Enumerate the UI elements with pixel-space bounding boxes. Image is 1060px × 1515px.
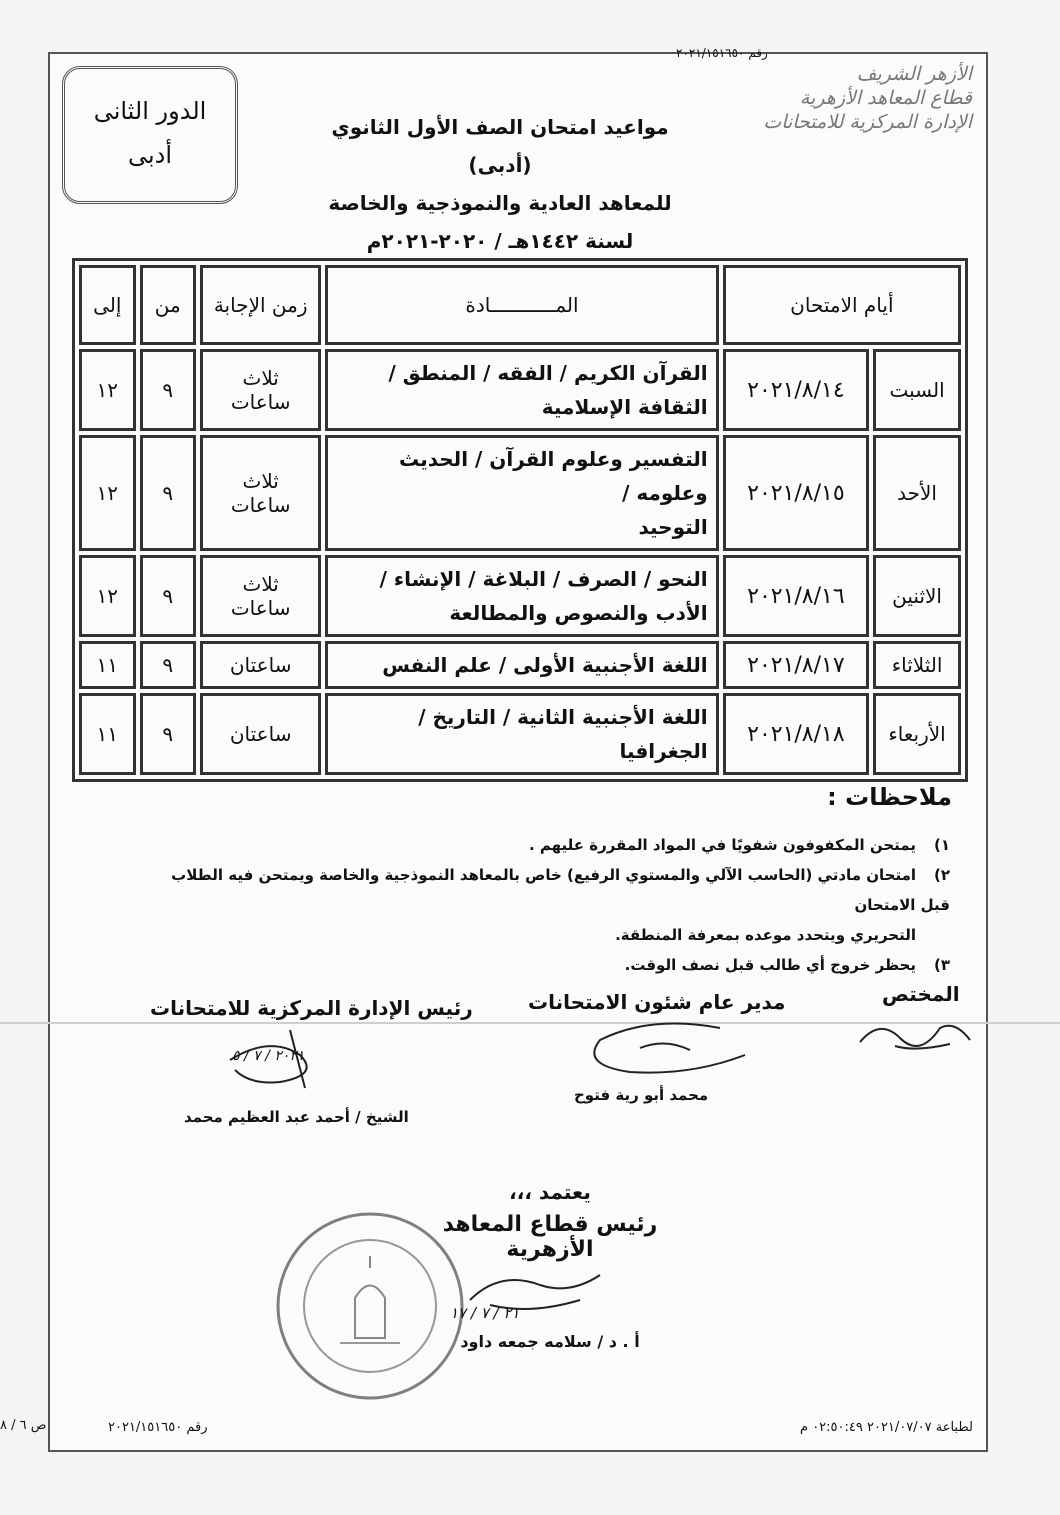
note-continuation: التحريري ويتحدد موعده بمعرفة المنطقة.	[615, 926, 916, 944]
subject-cell	[325, 555, 718, 637]
org-line: الإدارة المركزية للامتحانات	[763, 111, 972, 133]
note-number: ١)	[933, 836, 950, 854]
from-cell: ٩	[140, 349, 196, 431]
table-row	[79, 435, 961, 551]
head-signature-date: ٢٠٢١ / ٧ / ٥	[232, 1048, 305, 1064]
subject-line: الأدب والنصوص والمطالعة	[449, 601, 708, 625]
to-cell: ١٢	[79, 349, 136, 431]
subject-cell	[325, 349, 718, 431]
note-number: ٢)	[933, 866, 950, 884]
head-name: الشيخ / أحمد عبد العظيم محمد	[184, 1108, 409, 1126]
to-cell: ١٢	[79, 555, 136, 637]
duration-cell: ثلاث ساعات	[200, 349, 321, 431]
day-cell: الثلاثاء	[873, 641, 961, 689]
table-row	[79, 693, 961, 775]
from-cell: ٩	[140, 693, 196, 775]
day-cell: السبت	[873, 349, 961, 431]
page-number: ص ٦ / ٨	[0, 1418, 47, 1433]
table-row	[79, 641, 961, 689]
note-item	[150, 950, 950, 980]
date-cell: ٢٠٢١/٨/١٦	[723, 555, 869, 637]
exam-schedule-table	[72, 258, 968, 782]
from-cell: ٩	[140, 641, 196, 689]
day-cell: الأحد	[873, 435, 961, 551]
approval-title: رئيس قطاع المعاهد الأزهرية	[442, 1212, 658, 1262]
date-cell: ٢٠٢١/٨/١٤	[723, 349, 869, 431]
date-cell: ٢٠٢١/٨/١٨	[723, 693, 869, 775]
director-name: محمد أبو رية فتوح	[574, 1086, 709, 1104]
org-line: قطاع المعاهد الأزهرية	[799, 87, 972, 109]
signatures-area	[0, 982, 1060, 1140]
director-signature	[570, 1010, 770, 1085]
track-label: أدبى	[127, 141, 173, 169]
round-box	[62, 66, 238, 204]
notes-heading: ملاحظات :	[827, 783, 952, 811]
to-cell: ١٢	[79, 435, 136, 551]
specialist-signature	[855, 1010, 980, 1055]
subject-line: القرآن الكريم / الفقه / المنطق /	[388, 361, 708, 385]
subject-line: اللغة الأجنبية الثانية / التاريخ / الجغرافيا	[418, 705, 708, 763]
approval-name: أ . د / سلامه جمعه داود	[460, 1332, 640, 1351]
subject-line: اللغة الأجنبية الأولى / علم النفس	[382, 653, 708, 677]
duration-cell: ساعتان	[200, 641, 321, 689]
footer-print-timestamp: لطباعة ٢٠٢١/٠٧/٠٧ ٠٢:٥٠:٤٩ م	[800, 1420, 973, 1435]
approval-label: يعتمد ،،،	[509, 1180, 591, 1204]
col-header-days: أيام الامتحان	[723, 265, 961, 345]
subject-line: التوحيد	[638, 515, 708, 539]
subject-cell	[325, 435, 718, 551]
footer-number: رقم ٢٠٢١/١٥١٦٥٠	[108, 1420, 208, 1435]
approval-date: ٢١ / ٧ / ١٧	[450, 1304, 520, 1322]
note-number: ٣)	[933, 956, 950, 974]
duration-cell: ساعتان	[200, 693, 321, 775]
to-cell: ١١	[79, 641, 136, 689]
head-title: رئيس الإدارة المركزية للامتحانات	[150, 996, 473, 1020]
note-text: يحظر خروج أي طالب قبل نصف الوقت.	[624, 956, 916, 974]
subject-line: النحو / الصرف / البلاغة / الإنشاء /	[379, 567, 708, 591]
organization-header	[740, 62, 972, 134]
day-cell: الاثنين	[873, 555, 961, 637]
col-header-from: من	[140, 265, 196, 345]
date-cell: ٢٠٢١/٨/١٥	[723, 435, 869, 551]
note-item	[150, 860, 950, 950]
notes-list	[150, 830, 950, 980]
table-row	[79, 555, 961, 637]
round-label: الدور الثانى	[93, 97, 207, 125]
title-line: مواعيد امتحان الصف الأول الثانوي (أدبى)	[331, 115, 669, 177]
col-header-subject: المـــــــــــادة	[325, 265, 718, 345]
title-line: للمعاهد العادية والنموذجية والخاصة	[328, 191, 672, 215]
table-header-row	[79, 265, 961, 345]
col-header-to: إلى	[79, 265, 136, 345]
org-line: الأزهر الشريف	[856, 63, 972, 85]
approval-block	[420, 1180, 680, 1351]
col-header-duration: زمن الإجابة	[200, 265, 321, 345]
note-text: امتحان مادتي (الحاسب الآلي والمستوي الرفيع) خاص بالمعاهد النموذجية والخاصة ويمتحن فيه الطلاب قبل الامتحان	[171, 866, 950, 914]
to-cell: ١١	[79, 693, 136, 775]
date-cell: ٢٠٢١/٨/١٧	[723, 641, 869, 689]
document-number: رقم ٢٠٢١/١٥١٦٥٠	[676, 46, 768, 60]
from-cell: ٩	[140, 435, 196, 551]
specialist-title: المختص	[882, 982, 960, 1006]
subject-cell	[325, 693, 718, 775]
subject-line: التفسير وعلوم القرآن / الحديث وعلومه /	[399, 447, 708, 505]
note-item	[150, 830, 950, 860]
from-cell: ٩	[140, 555, 196, 637]
table-row	[79, 349, 961, 431]
note-text: يمتحن المكفوفون شفويًا في المواد المقررة عليهم .	[528, 836, 916, 854]
title-line: لسنة ١٤٤٢هـ / ٢٠٢٠-٢٠٢١م	[366, 229, 634, 253]
director-title: مدير عام شئون الامتحانات	[528, 990, 786, 1014]
duration-cell: ثلاث ساعات	[200, 435, 321, 551]
duration-cell: ثلاث ساعات	[200, 555, 321, 637]
subject-line: الثقافة الإسلامية	[541, 395, 708, 419]
page-title	[300, 108, 700, 260]
day-cell: الأربعاء	[873, 693, 961, 775]
subject-cell	[325, 641, 718, 689]
